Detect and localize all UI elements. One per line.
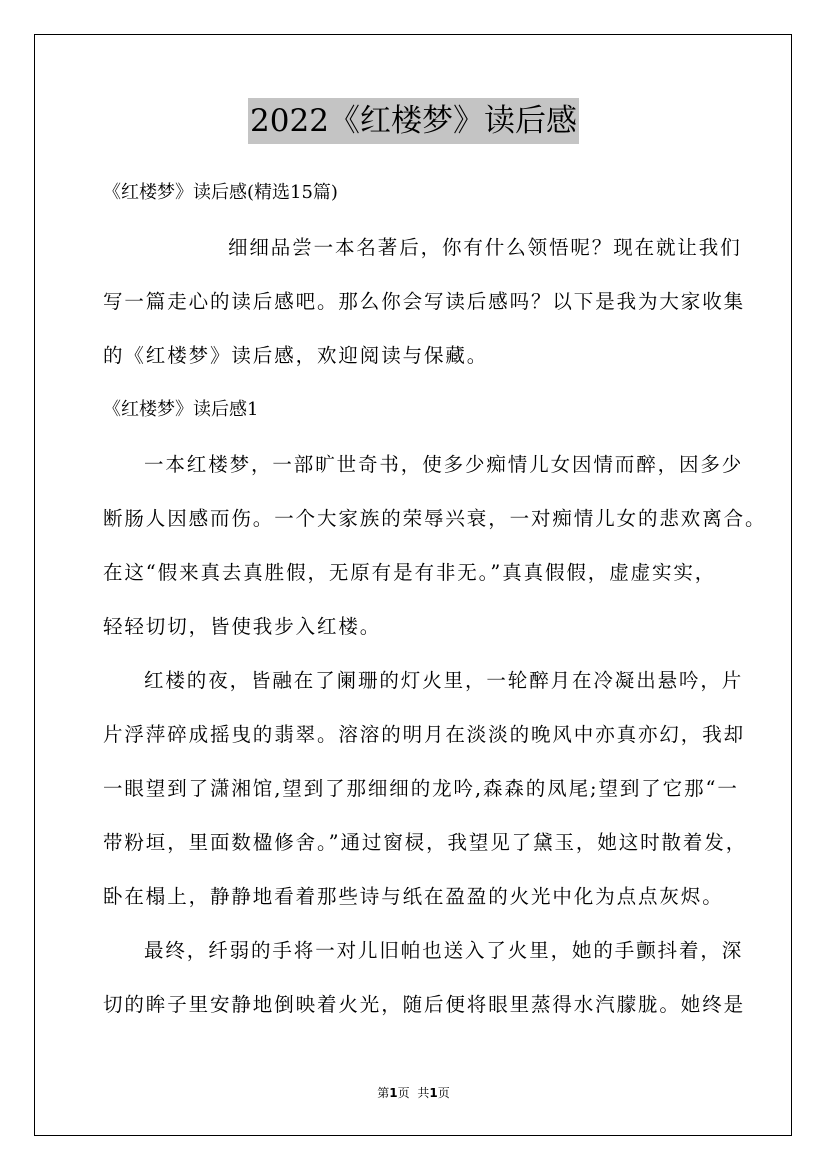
- title-container: [0, 98, 827, 144]
- paragraph-line: 在这“假来真去真胜假，无原有是有非无。”真真假假，虚虚实实，: [103, 561, 717, 584]
- paragraph-line: 片浮萍碎成摇曳的翡翠。溶溶的明月在淡淡的晚风中亦真亦幻，我却: [103, 723, 746, 746]
- paragraph-line: 最终，纤弱的手将一对儿旧帕也送入了火里，她的手颤抖着，深: [144, 939, 744, 962]
- paragraph-line: 切的眸子里安静地倒映着火光，随后便将眼里蒸得水汽朦胧。她终是: [103, 993, 746, 1016]
- page-number: 1: [389, 1086, 398, 1100]
- paragraph-line: 带粉垣，里面数楹修舍。”通过窗棂，我望见了黛玉，她这时散着发，: [103, 831, 748, 854]
- paragraph-line: 轻轻切切，皆使我步入红楼。: [103, 615, 382, 638]
- total-prefix: 共: [417, 1086, 430, 1100]
- intro-line: 细细品尝一本名著后，你有什么领悟呢？现在就让我们: [228, 236, 742, 259]
- page-suffix: 页: [397, 1086, 410, 1100]
- intro-line: 的《红楼梦》读后感，欢迎阅读与保藏。: [103, 344, 489, 367]
- paragraph-line: 卧在榻上，静静地看着那些诗与纸在盈盈的火光中化为点点灰烬。: [103, 885, 724, 908]
- paragraph-line: 一眼望到了潇湘馆,望到了那细细的龙吟,森森的凤尾;望到了它那“一: [103, 777, 739, 800]
- subtitle: 《红楼梦》读后感(精选15篇): [103, 182, 338, 203]
- paragraph-line: 一本红楼梦，一部旷世奇书，使多少痴情儿女因情而醉，因多少: [144, 453, 744, 476]
- paragraph-line: 红楼的夜，皆融在了阑珊的灯火里，一轮醉月在冷凝出悬吟，片: [144, 669, 744, 692]
- total-pages: 1: [429, 1086, 438, 1100]
- document-title: 2022《红楼梦》读后感: [248, 98, 579, 144]
- page-footer: [0, 1084, 827, 1101]
- section-heading: 《红楼梦》读后感1: [103, 399, 259, 420]
- paragraph-line: 断肠人因感而伤。一个大家族的荣辱兴衰，一对痴情儿女的悲欢离合。: [103, 507, 767, 530]
- total-suffix: 页: [437, 1086, 450, 1100]
- page-prefix: 第: [377, 1086, 390, 1100]
- intro-line: 写一篇走心的读后感吧。那么你会写读后感吗？以下是我为大家收集: [103, 290, 746, 313]
